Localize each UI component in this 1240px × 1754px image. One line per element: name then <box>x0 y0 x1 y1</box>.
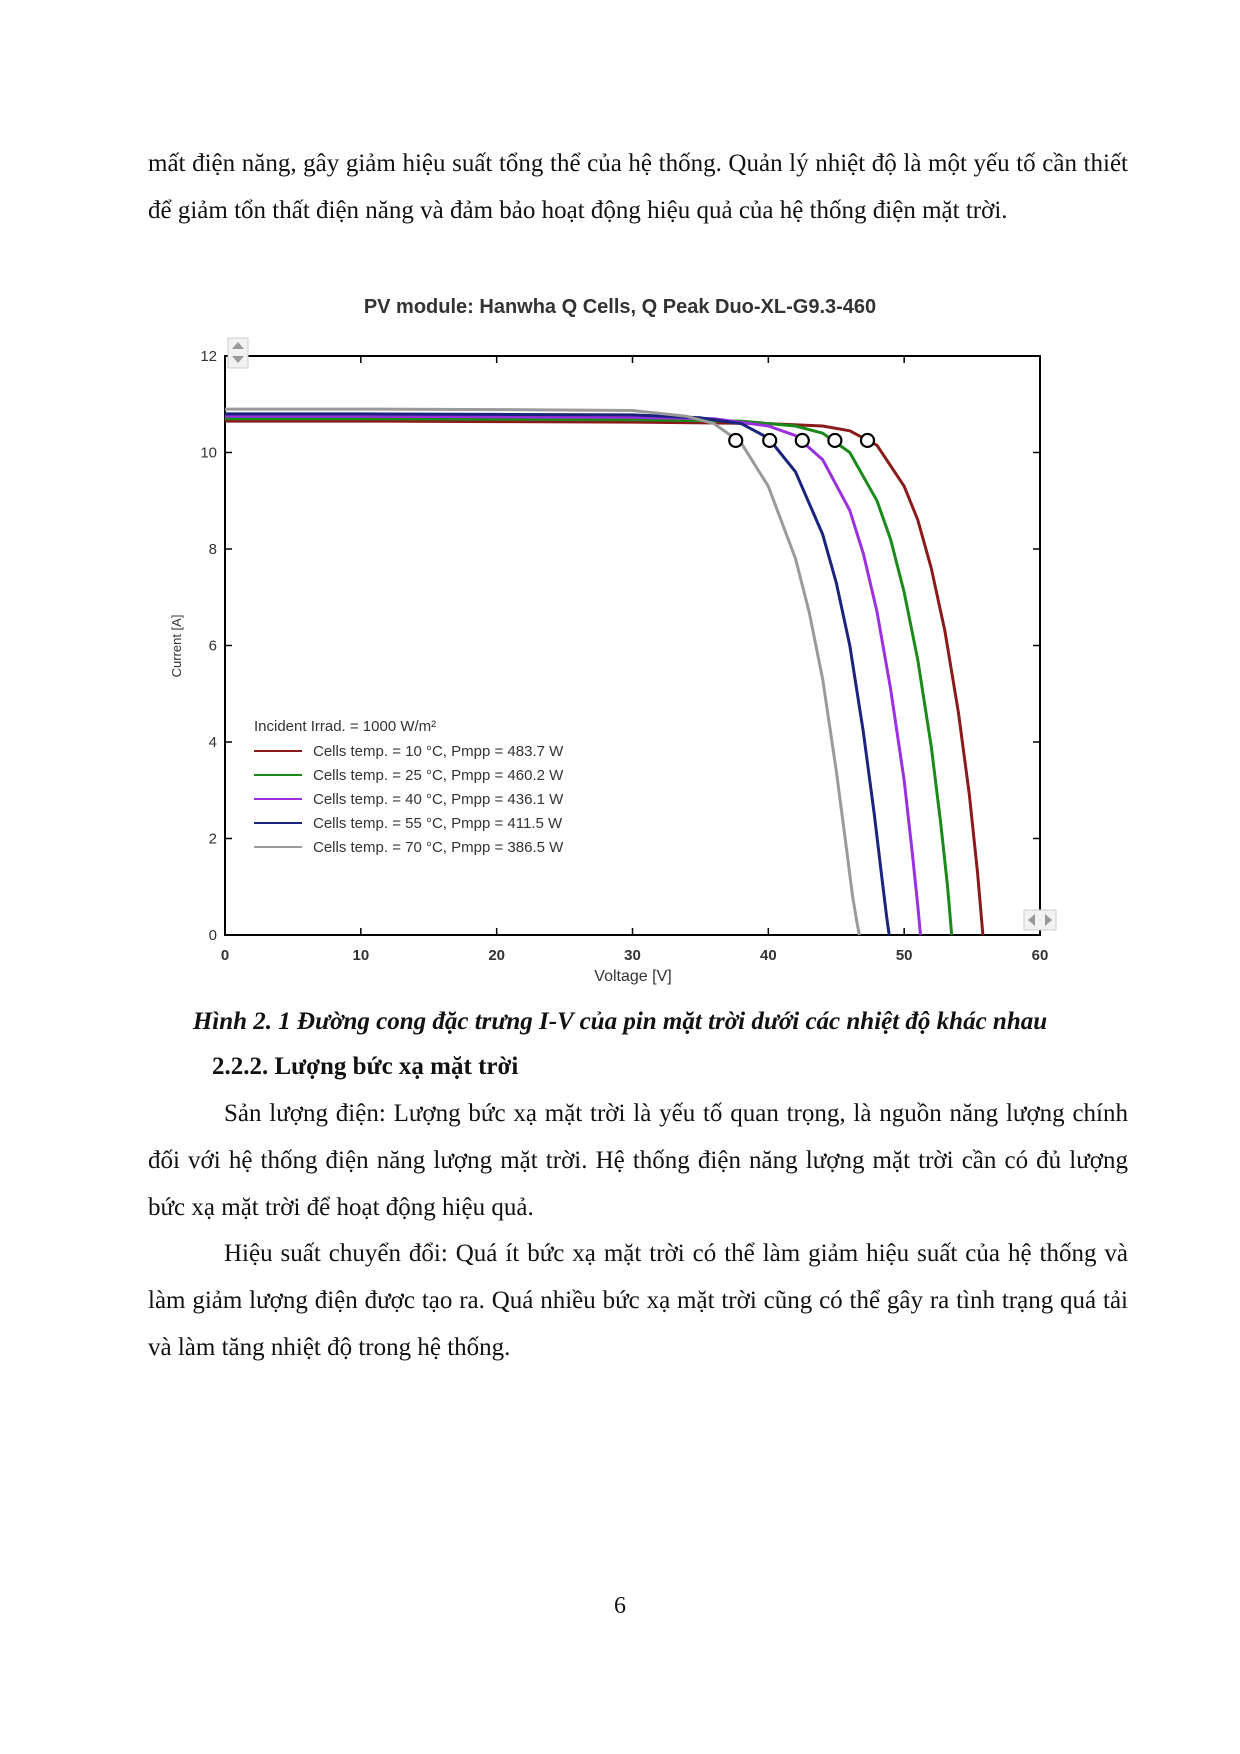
figure-caption: Hình 2. 1 Đường cong đặc trưng I-V của pin mặt trời dưới các nhiệt độ khác nhau <box>192 1008 1048 1035</box>
y-tick-label: 10 <box>200 444 217 462</box>
page-number: 6 <box>614 1593 626 1619</box>
x-tick-label: 10 <box>352 947 370 964</box>
section-paragraph-2: Hiệu suất chuyển đổi: Quá ít bức xạ mặt trời có thể làm giảm hiệu suất của hệ thống và làm giảm lượng điện được tạo ra. Quá nhiều bức xạ mặt trời cũng có thể gây ra tình trạng quá tải và làm tăng nhiệt độ trong hệ thống. <box>148 1240 1128 1361</box>
x-axis-label: Voltage [V] <box>594 968 672 985</box>
y-tick-label: 12 <box>200 348 217 365</box>
x-tick-label: 60 <box>1031 947 1049 964</box>
mpp-marker-3 <box>763 434 776 447</box>
legend-label-4: Cells temp. = 70 °C, Pmpp = 386.5 W <box>313 839 564 856</box>
y-tick-label: 4 <box>208 734 217 751</box>
legend-label-2: Cells temp. = 40 °C, Pmpp = 436.1 W <box>313 791 564 808</box>
y-tick-label: 8 <box>208 541 217 558</box>
legend-label-3: Cells temp. = 55 °C, Pmpp = 411.5 W <box>313 815 563 832</box>
x-tick-label: 0 <box>220 947 230 964</box>
mpp-marker-1 <box>828 434 841 447</box>
section-heading: 2.2.2. Lượng bức xạ mặt trời <box>212 1053 519 1080</box>
intro-paragraph: mất điện năng, gây giảm hiệu suất tổng thể của hệ thống. Quản lý nhiệt độ là một yếu tố cần thiết để giảm tổn thất điện năng và đảm bảo hoạt động hiệu quả của hệ thống điện mặt trời. <box>148 150 1128 224</box>
mpp-marker-2 <box>796 434 809 447</box>
x-tick-label: 30 <box>624 947 641 964</box>
y-axis-label: Current [A] <box>169 614 184 678</box>
y-tick-label: 2 <box>208 830 217 848</box>
y-tick-label: 0 <box>208 927 217 944</box>
legend-label-0: Cells temp. = 10 °C, Pmpp = 483.7 W <box>313 743 564 760</box>
legend-label-1: Cells temp. = 25 °C, Pmpp = 460.2 W <box>313 767 564 784</box>
mpp-marker-4 <box>729 434 742 447</box>
legend-header: Incident Irrad. = 1000 W/m² <box>254 718 437 735</box>
section-paragraph-1: Sản lượng điện: Lượng bức xạ mặt trời là yếu tố quan trọng, là nguồn năng lượng chính đối với hệ thống điện năng lượng mặt trời. Hệ thống điện năng lượng mặt trời cần có đủ lượng bức xạ mặt trời để hoạt động hiệu quả. <box>148 1100 1128 1221</box>
x-tick-label: 40 <box>759 947 777 964</box>
x-tick-label: 50 <box>895 947 913 964</box>
mpp-marker-0 <box>861 434 874 447</box>
y-tick-label: 6 <box>208 637 217 655</box>
chart-title: PV module: Hanwha Q Cells, Q Peak Duo-XL-G9.3-460 <box>363 296 877 318</box>
x-tick-label: 20 <box>488 947 506 964</box>
